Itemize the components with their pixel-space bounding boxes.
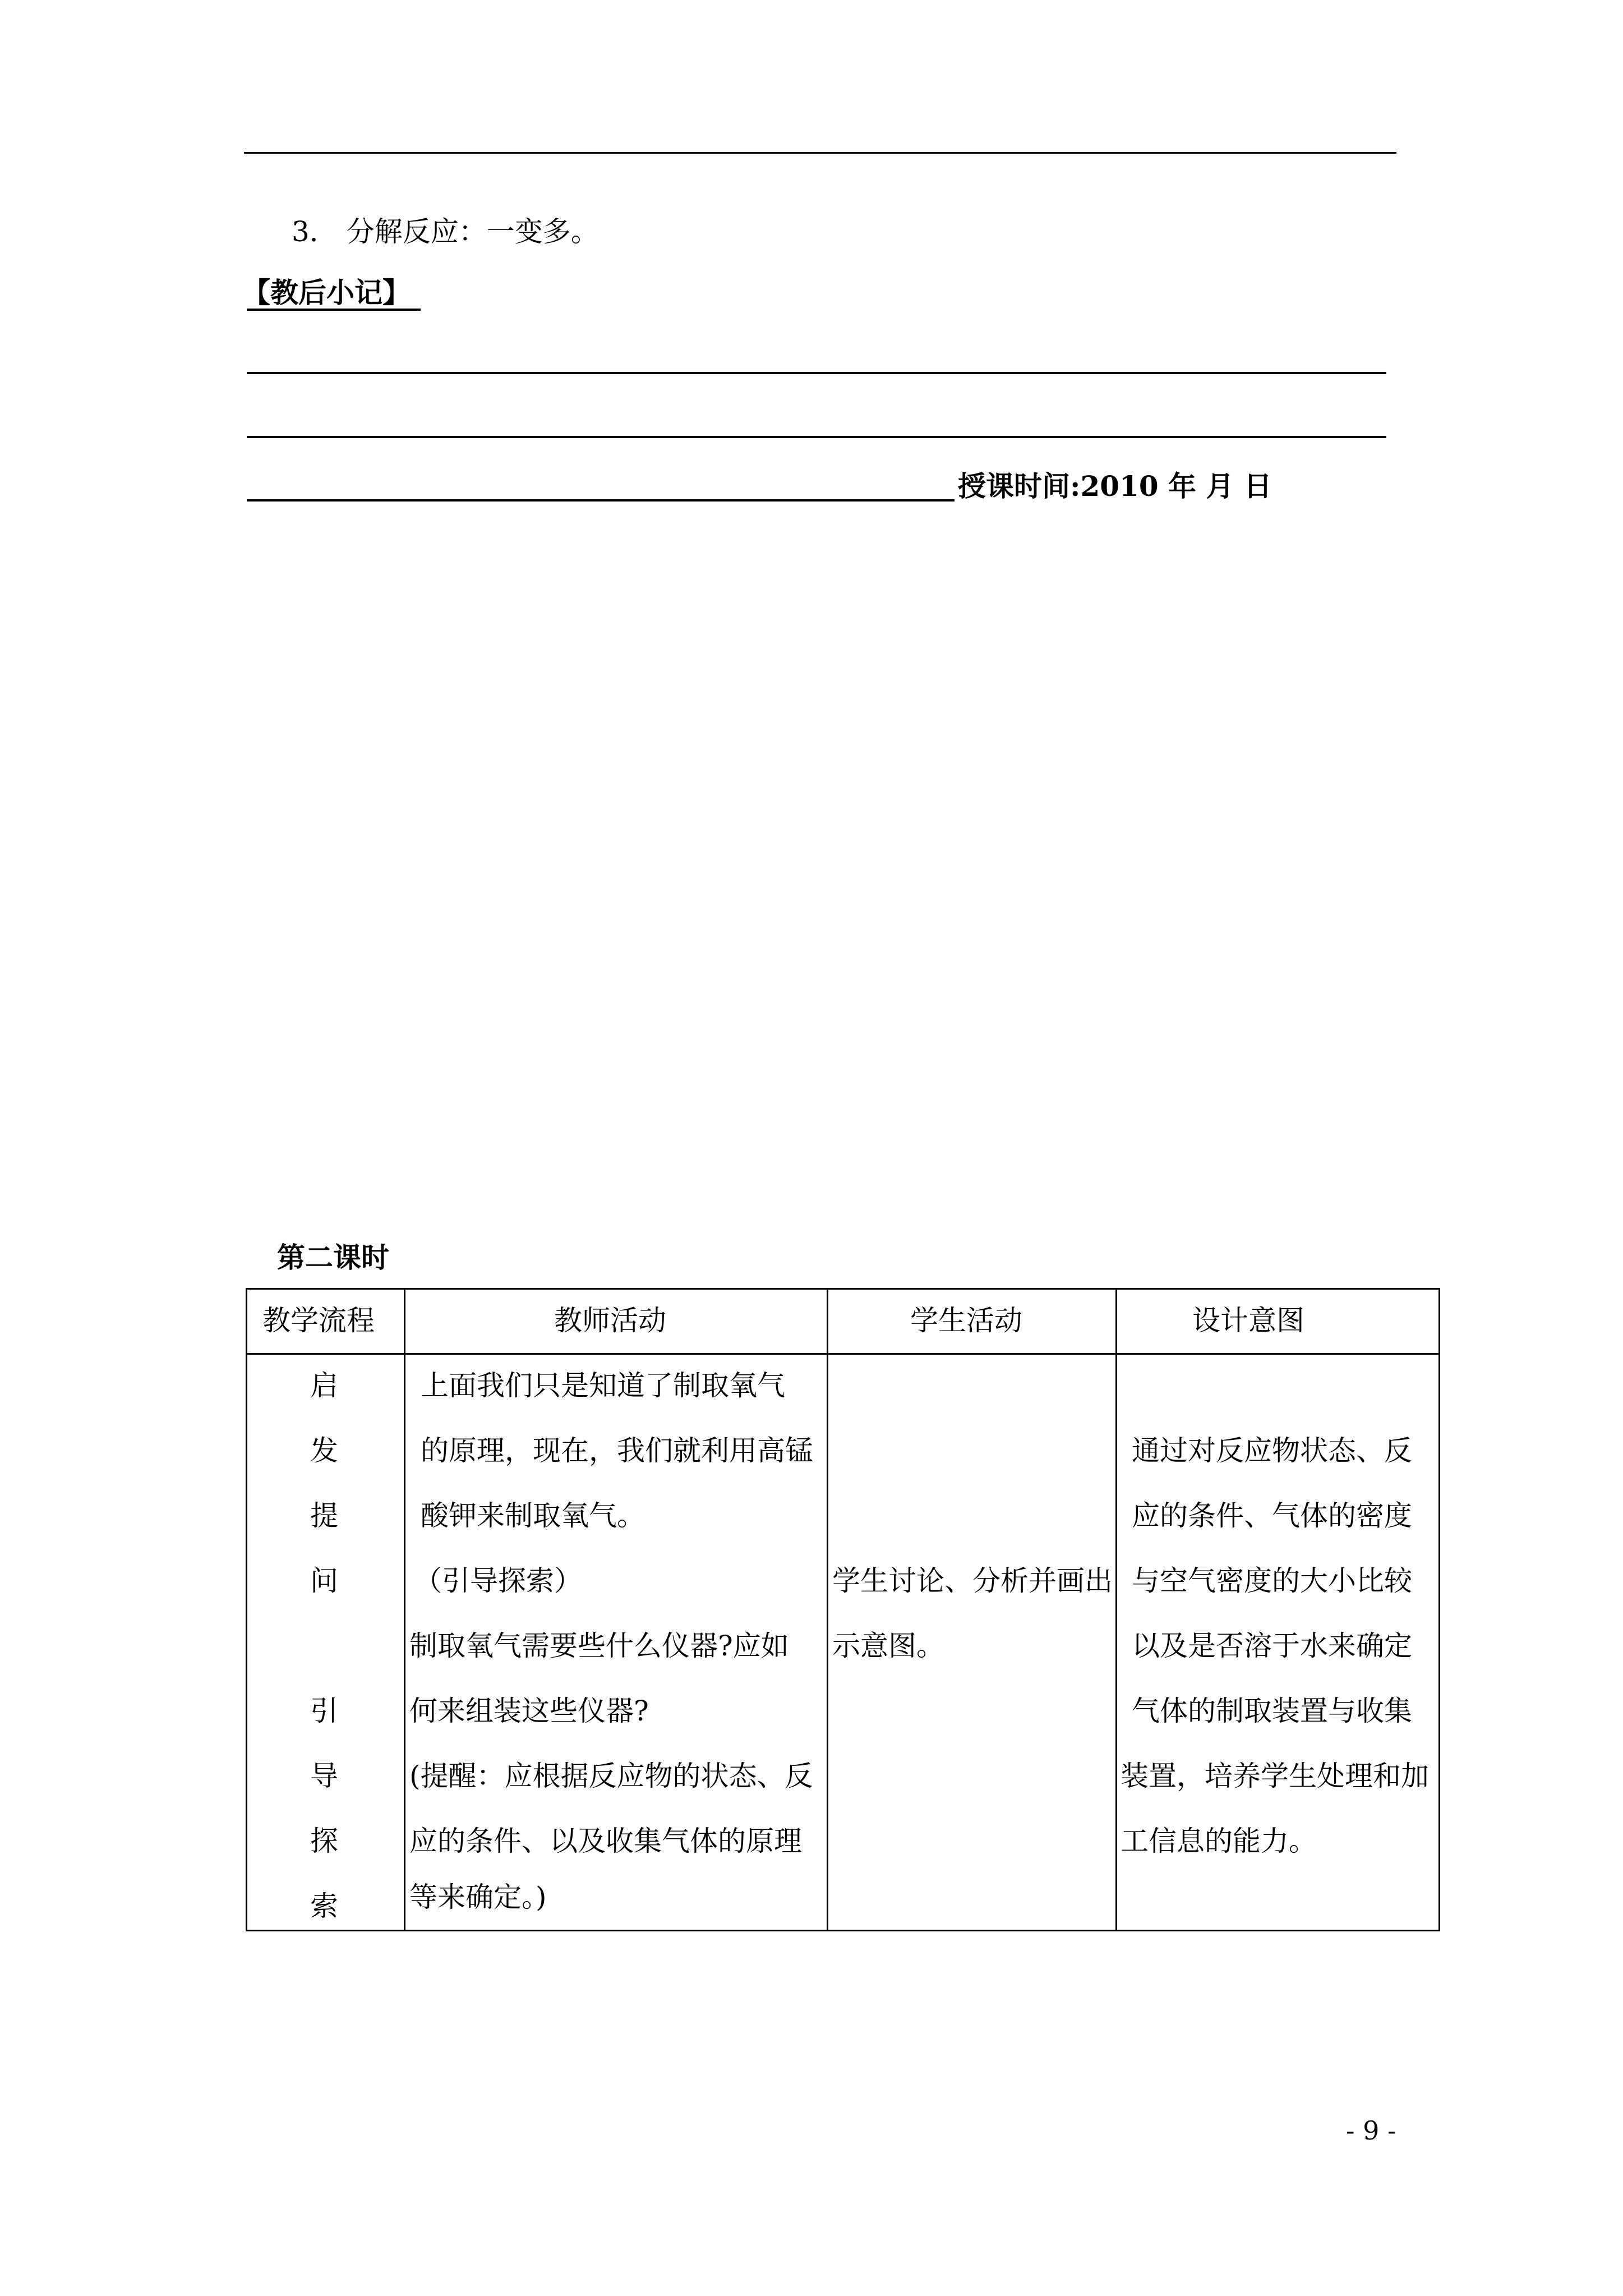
lesson-date: 授课时间:2010 年 月 日 — [958, 470, 1272, 503]
flow-char: 探 — [310, 1825, 338, 1857]
table-col-divider-2 — [827, 1288, 828, 1931]
header-student: 学生活动 — [910, 1304, 1022, 1337]
table-border-left — [246, 1288, 247, 1931]
lesson-title: 第二课时 — [277, 1241, 389, 1274]
notes-heading-underline — [247, 309, 421, 311]
teacher-line: 何来组装这些仪器? — [409, 1695, 649, 1727]
intent-line: 以及是否溶于水来确定 — [1132, 1630, 1412, 1662]
intent-line: 工信息的能力。 — [1121, 1825, 1317, 1857]
flow-steps — [251, 1353, 397, 1939]
table-border-right — [1438, 1288, 1440, 1931]
teacher-line: 的原理，现在，我们就利用高锰 — [421, 1434, 813, 1467]
teacher-line: 上面我们只是知道了制取氧气 — [421, 1369, 785, 1402]
intent-line: 与空气密度的大小比较 — [1132, 1565, 1412, 1597]
teacher-line: 制取氧气需要些什么仪器?应如 — [409, 1630, 789, 1662]
teacher-line: 酸钾来制取氧气。 — [421, 1499, 645, 1532]
intent-line: 应的条件、气体的密度 — [1132, 1499, 1412, 1532]
teacher-line: 等来确定。) — [409, 1881, 547, 1913]
notes-line-1 — [247, 372, 1386, 374]
table-col-divider-1 — [404, 1288, 405, 1931]
flow-char: 提 — [310, 1499, 338, 1532]
intent-line: 气体的制取装置与收集 — [1132, 1695, 1412, 1727]
notes-line-3 — [247, 499, 955, 501]
flow-char: 问 — [310, 1565, 338, 1597]
teacher-line: （引导探索） — [414, 1565, 582, 1597]
intent-line: 通过对反应物状态、反 — [1132, 1434, 1412, 1467]
flow-char: 发 — [310, 1434, 338, 1467]
teacher-line: (提醒：应根据反应物的状态、反 — [409, 1760, 813, 1792]
table-border-bottom — [246, 1930, 1440, 1931]
flow-char: 索 — [310, 1890, 338, 1922]
student-line: 示意图。 — [832, 1630, 944, 1662]
flow-char: 引 — [310, 1695, 338, 1727]
header-teacher: 教师活动 — [554, 1304, 666, 1337]
teacher-line: 应的条件、以及收集气体的原理 — [409, 1825, 802, 1857]
flow-char — [251, 1613, 397, 1678]
student-line: 学生讨论、分析并画出 — [832, 1565, 1113, 1597]
page-number: - 9 - — [1346, 2115, 1396, 2146]
header-rule — [244, 152, 1396, 154]
notes-line-2 — [247, 436, 1386, 438]
intent-line: 装置，培养学生处理和加 — [1121, 1760, 1429, 1792]
header-intent: 设计意图 — [1192, 1304, 1304, 1337]
table-col-divider-3 — [1115, 1288, 1117, 1931]
lesson-table — [246, 1288, 1440, 1931]
notes-heading: 【教后小记】 — [242, 276, 411, 309]
header-flow: 教学流程 — [262, 1304, 375, 1337]
section-3-text: 3． 分解反应：一变多。 — [292, 215, 599, 248]
flow-char: 启 — [310, 1369, 338, 1402]
flow-char: 导 — [310, 1760, 338, 1792]
